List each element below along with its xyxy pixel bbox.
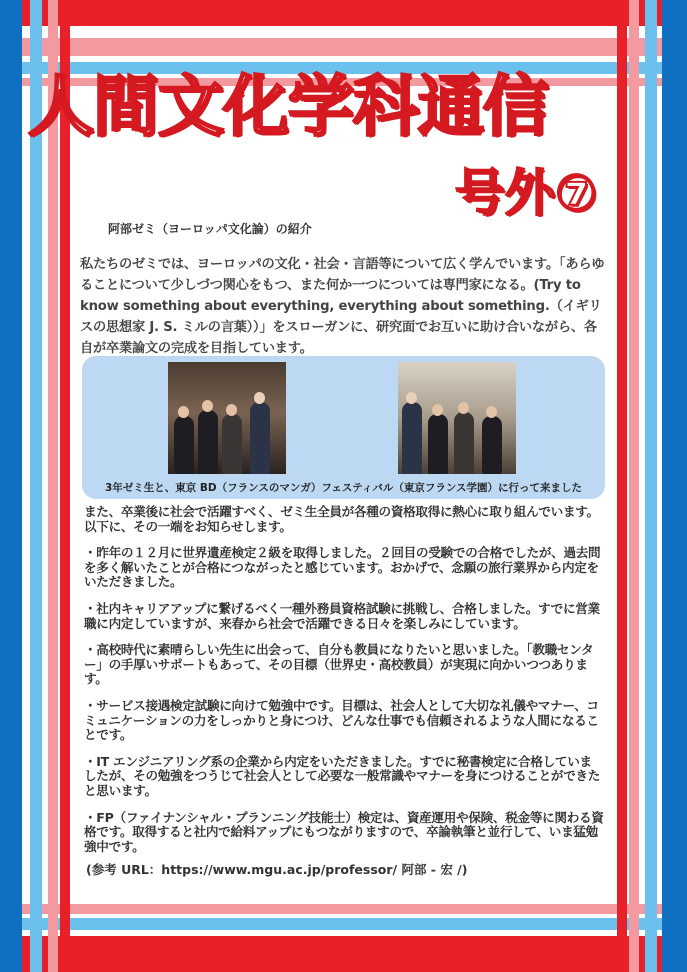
stripe-left-blue bbox=[0, 0, 22, 972]
paragraph: ・FP（ファイナンシャル・プランニング技能士）検定は、資産運用や保険、税金等に関わる資格です。取得すると社内で給料アップにもつながりますので、卒論執筆と並行して、いま猛勉強中です。 bbox=[84, 809, 604, 854]
paragraph: ・昨年の１２月に世界遺産検定２級を取得しました。２回目の受験での合格でしたが、過去問を多く解いたことが合格につながったと感じています。おかげで、念願の旅行業界から内定をいただきました。 bbox=[84, 545, 601, 590]
stripe-bottom-lblue bbox=[0, 918, 687, 930]
paragraph: ・社内キャリアアップに繋げるべく一種外務員資格試験に挑戦し、合格しました。すでに営業職に内定していますが、来春から社会で活躍できる日々を楽しみにしています。 bbox=[84, 600, 600, 631]
paragraph: ・高校時代に素晴らしい先生に出会って、自分も教員になりたいと思いました。「教職センター」の手厚いサポートもあって、その目標（世界史・高校教員）が実現に向かいつつあります。 bbox=[84, 642, 594, 687]
stripe-right-blue bbox=[662, 0, 687, 972]
newsletter-title: 人間文化学科通信 bbox=[28, 68, 548, 145]
reference-url: (参考 URL：https://www.mgu.ac.jp/professor/ 阿部 - 宏 /) bbox=[86, 862, 468, 877]
issue-number: 号外⑦ bbox=[455, 164, 598, 222]
photo-box bbox=[82, 356, 605, 499]
body-text bbox=[84, 505, 604, 866]
paragraph: ・サービス接遇検定試験に向けて勉強中です。目標は、社会人として大切な礼儀やマナー、コミュニケーションの力をしっかりと身につけ、どんな仕事でも信頼されるような人間になることです。 bbox=[84, 697, 599, 743]
stripe-top-pink bbox=[0, 38, 687, 56]
photo-right bbox=[398, 362, 516, 474]
intro-paragraph: 私たちのゼミでは、ヨーロッパの文化・社会・言語等について広く学んでいます。「あらゆることについて少しづつ関心をもつ、また何か一つについては専門家になる。(Try to know something about everything, everything about something.（イギリスの思想家 J. S. ミルの言葉））」をスローガンに、研究面でお互いに助け合いながら、各自が卒業論文の完成を目指しています。 bbox=[80, 257, 605, 356]
paragraph: ・IT エンジニアリング系の企業から内定をいただきました。すでに秘書検定に合格していましたが、その勉強をつうじて社会人として必要な一般常識やマナーを身につけることができたと思います。 bbox=[84, 753, 601, 798]
stripe-top-red bbox=[0, 0, 687, 26]
paragraph: また、卒業後に社会で活躍すべく、ゼミ生全員が各種の資格取得に熱心に取り組んでいます。以下に、その一端をお知らせします。 bbox=[84, 504, 599, 534]
stripe-bottom-red bbox=[0, 936, 687, 972]
photo-left bbox=[168, 362, 286, 474]
stripe-bottom-pink bbox=[0, 904, 687, 914]
photo-caption: 3年ゼミ生と、東京 BD（フランスのマンガ）フェスティバル（東京フランス学園）に行って来ました bbox=[104, 482, 583, 494]
section-heading: 阿部ゼミ（ヨーロッパ文化論）の紹介 bbox=[108, 222, 312, 236]
